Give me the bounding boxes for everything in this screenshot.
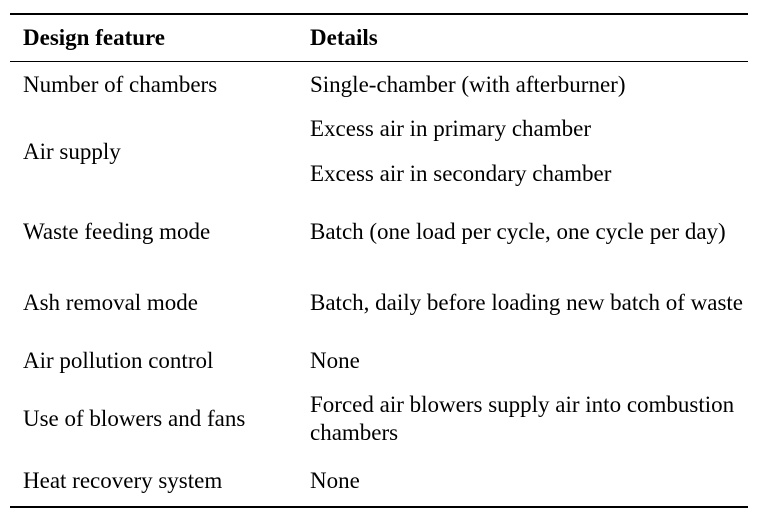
feature-cell: Waste feeding mode — [23, 219, 211, 244]
table-row — [10, 339, 748, 382]
table-row — [10, 382, 748, 456]
table-row — [10, 197, 748, 267]
details-cell: Batch, daily before loading new batch of waste — [310, 290, 744, 315]
details-cell: Forced air blowers supply air into combustion chambers — [310, 392, 735, 445]
details-cell: None — [310, 347, 360, 373]
feature-cell: Heat recovery system — [23, 468, 223, 493]
feature-cell: Use of blowers and fans — [23, 406, 246, 431]
feature-cell: Air supply — [23, 139, 121, 164]
design-features-table-container — [10, 13, 748, 508]
details-cell: Excess air in secondary chamber — [310, 160, 612, 186]
details-cell: Batch (one load per cycle, one cycle per day) — [310, 219, 726, 244]
table-header-row — [10, 14, 748, 62]
details-cell: Excess air in primary chamber — [310, 115, 591, 141]
details-cell: Single-chamber (with afterburner) — [310, 71, 626, 97]
feature-cell: Air pollution control — [23, 347, 214, 373]
table-row — [10, 267, 748, 339]
header-details: Details — [310, 25, 378, 50]
table-row — [10, 62, 748, 108]
details-cell: None — [310, 468, 360, 493]
table-row — [10, 456, 748, 507]
design-features-table — [10, 13, 748, 508]
feature-cell: Ash removal mode — [23, 290, 199, 315]
header-design-feature: Design feature — [23, 25, 166, 50]
feature-cell: Number of chambers — [23, 71, 218, 97]
table-row — [10, 107, 748, 150]
